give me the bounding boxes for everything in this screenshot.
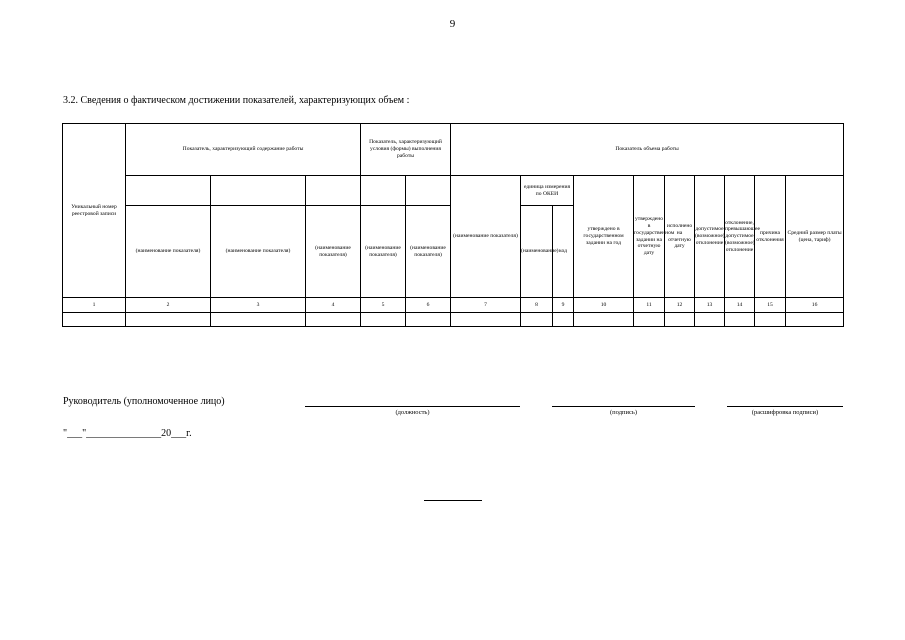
empty-cell (211, 176, 306, 206)
empty-cell (406, 176, 451, 206)
footer-rule (424, 500, 482, 501)
header-unit-name: (наименование) (521, 206, 553, 298)
column-number: 5 (361, 298, 406, 313)
column-number: 16 (786, 298, 844, 313)
signature-caption: (подпись) (610, 409, 637, 416)
column-number: 4 (306, 298, 361, 313)
decoding-caption: (расшифровка подписи) (751, 409, 819, 416)
column-number: 6 (406, 298, 451, 313)
column-number: 13 (695, 298, 725, 313)
empty-cell (361, 176, 406, 206)
column-number: 12 (665, 298, 695, 313)
column-number: 2 (126, 298, 211, 313)
header-allowed-deviation: допустимое (возможное) отклонение (695, 176, 725, 298)
column-number: 10 (574, 298, 634, 313)
header-condition-name-1: (наименование показателя) (361, 206, 406, 298)
manager-label: Руководитель (уполномоченное лицо) (63, 396, 225, 407)
header-content-indicator: Показатель, характеризующий содержание работы (126, 124, 361, 176)
column-number: 1 (63, 298, 126, 313)
empty-cell (306, 176, 361, 206)
column-number-row (63, 298, 844, 313)
column-number: 7 (451, 298, 521, 313)
column-number: 14 (725, 298, 755, 313)
header-approved-reporting-date: утверждено в государственном задании на отчетную дату (634, 176, 665, 298)
header-approved-state-task: утверждено в государственном задании на год (574, 176, 634, 298)
empty-cell (126, 176, 211, 206)
section-title: 3.2. Сведения о фактическом достижении показателей, характеризующих объем : (63, 95, 410, 106)
header-name-of-indicator-3: (наименование показателя) (306, 206, 361, 298)
signature-line (552, 406, 695, 407)
decoding-line (727, 406, 843, 407)
date-line: "___"_______________20___г. (63, 428, 192, 439)
performance-table (62, 123, 844, 327)
header-avg-fee: Средний размер платы (цена, тариф) (786, 176, 844, 298)
header-executed-reporting-date: исполнено на отчетную дату (665, 176, 695, 298)
header-exceeding-deviation: отклонение, превышающее допустимое (возможное) отклонение (725, 176, 755, 298)
header-name-of-indicator-2: (наименование показателя) (211, 206, 306, 298)
header-deviation-reason: причина отклонения (755, 176, 786, 298)
header-name-of-indicator-1: (наименование показателя) (126, 206, 211, 298)
column-number: 9 (553, 298, 574, 313)
header-registry-number: Уникальный номер реестровой записи (63, 124, 126, 298)
header-volume-indicator: Показатель объема работы (451, 124, 844, 176)
table-row (63, 313, 844, 327)
header-condition-indicator: Показатель, характеризующий условия (формы) выполнения работы (361, 124, 451, 176)
column-number: 3 (211, 298, 306, 313)
column-number: 8 (521, 298, 553, 313)
page-number: 9 (449, 18, 456, 30)
header-unit-code: код (553, 206, 574, 298)
position-caption: (должность) (395, 409, 430, 416)
header-unit: единица измерения по ОКЕИ (521, 176, 574, 206)
column-number: 15 (755, 298, 786, 313)
position-line (305, 406, 520, 407)
column-number: 11 (634, 298, 665, 313)
header-condition-name-2: (наименование показателя) (406, 206, 451, 298)
header-volume-name: (наименование показателя) (451, 176, 521, 298)
